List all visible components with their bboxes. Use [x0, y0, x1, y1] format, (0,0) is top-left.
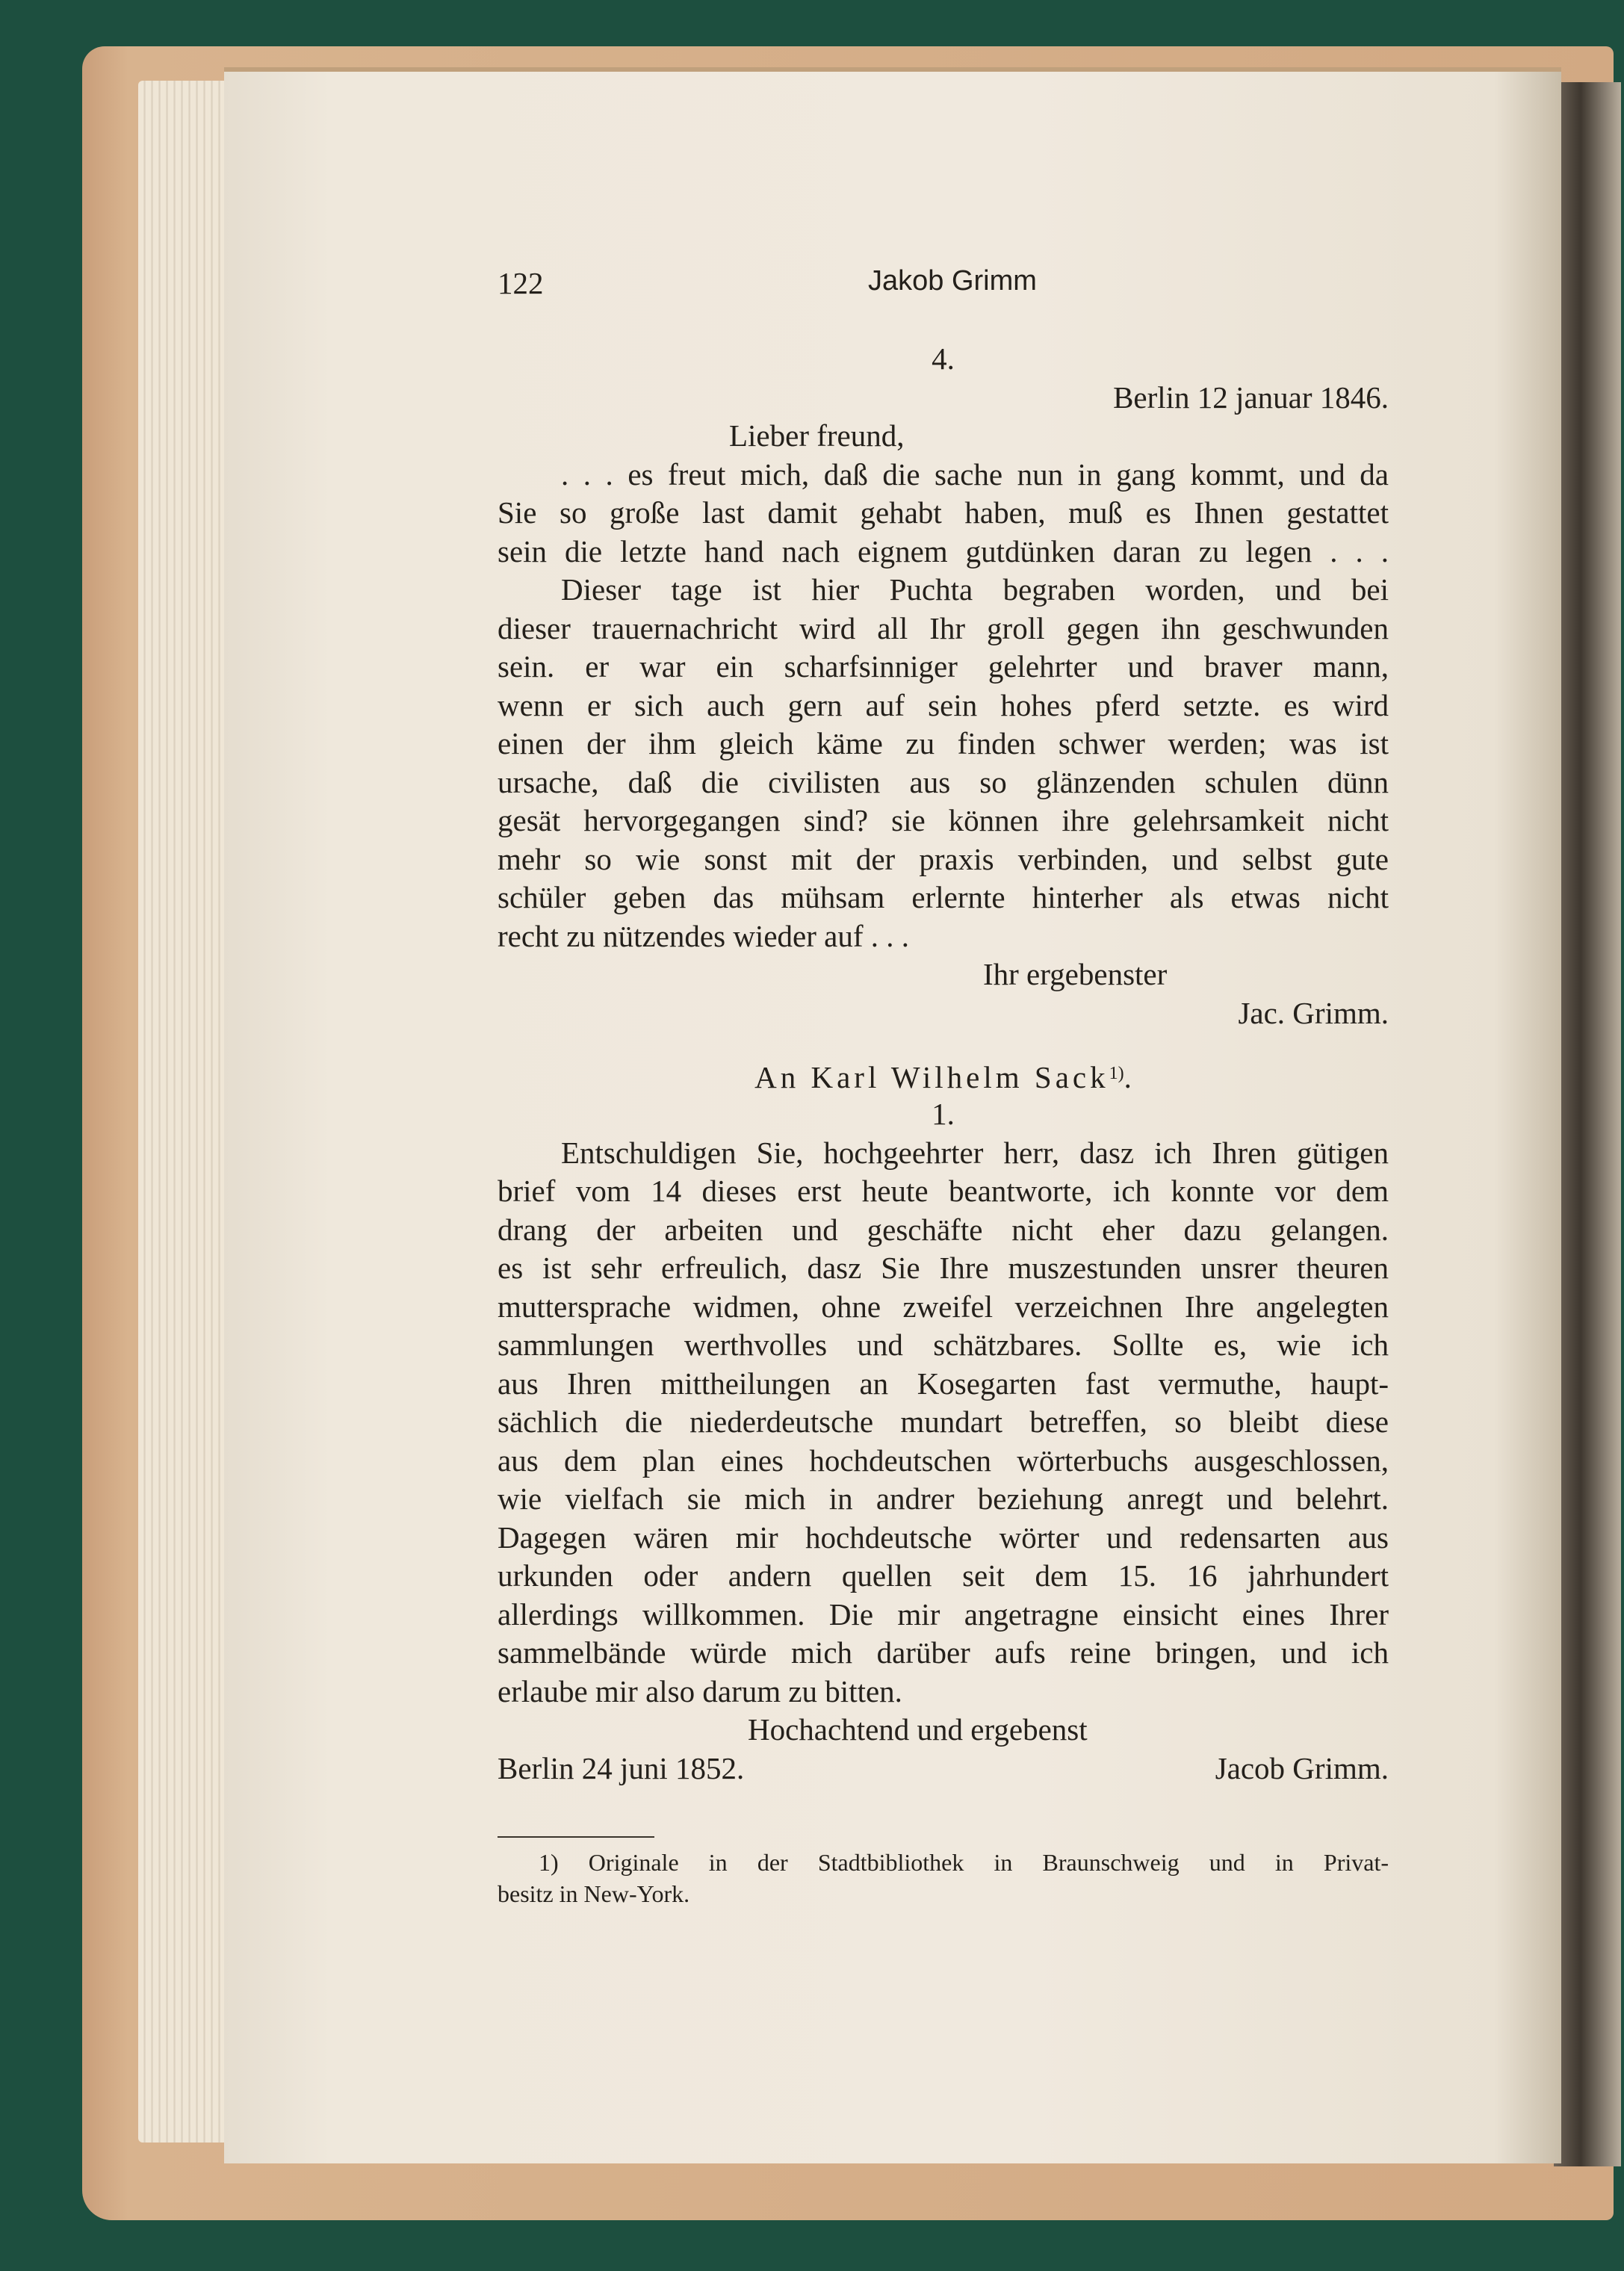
closing: Hochachtend und ergebenst: [748, 1712, 1088, 1747]
page-body: [498, 340, 1389, 1788]
page-header: [498, 265, 1389, 310]
place-date: Berlin 24 juni 1852.: [498, 1750, 745, 1785]
text-line: wie vielfach sie mich in andrer beziehung anregt und belehrt.: [498, 1481, 1389, 1516]
text-line: erlaube mir also darum zu bitten.: [498, 1673, 902, 1708]
section-heading: [498, 1055, 1389, 1095]
text-line: muttersprache widmen, ohne zweifel verzeichnen Ihre angelegten: [498, 1289, 1389, 1324]
text-line: gesät hervorgegangen sind? sie können ihre gelehrsamkeit nicht: [498, 803, 1389, 837]
text-line: schüler geben das mühsam erlernte hinterher als etwas nicht: [498, 880, 1389, 914]
footnote-rule: [498, 1836, 654, 1838]
text-line: allerdings willkommen. Die mir angetragne einsicht eines Ihrer: [498, 1596, 1389, 1632]
footnote: [498, 1847, 1389, 1909]
section-heading-text: An Karl Wilhelm Sack: [754, 1060, 1109, 1094]
footnote-marker: 1): [1109, 1064, 1124, 1083]
text-line: mehr so wie sonst mit der praxis verbinden, und selbst gute: [498, 841, 1389, 876]
letter-body: [498, 456, 1389, 956]
letter-body: [498, 1134, 1389, 1711]
text-line: . . . es freut mich, daß die sache nun in gang kommt, und da: [561, 456, 1389, 492]
text-line: ursache, daß die civilisten aus so glänzenden schulen dünn: [498, 764, 1389, 799]
text-line: sammelbände würde mich darüber aufs reine bringen, und ich: [498, 1635, 1389, 1670]
text-line: recht zu nützendes wieder auf . . .: [498, 918, 909, 953]
footnote-line: besitz in New-York.: [498, 1880, 690, 1907]
footnote-line: 1) Originale in der Stadtbibliothek in Braunschweig und in Privat-: [539, 1849, 1389, 1876]
running-title: Jakob Grimm: [868, 265, 1037, 297]
salutation: Lieber freund,: [729, 418, 905, 453]
text-line: urkunden oder andern quellen seit dem 15. 16 jahrhundert: [498, 1558, 1389, 1593]
text-line: aus dem plan eines hochdeutschen wörterbuchs ausgeschlossen,: [498, 1443, 1389, 1478]
text-line: aus Ihren mittheilungen an Kosegarten fast vermuthe, haupt-: [498, 1366, 1389, 1401]
signature: Jac. Grimm.: [1238, 995, 1389, 1030]
text-line: dieser trauernachricht wird all Ihr groll gegen ihn geschwunden: [498, 610, 1389, 645]
text-line: sächlich die niederdeutsche mundart betreffen, so bleibt diese: [498, 1404, 1389, 1439]
text-line: wenn er sich auch gern auf sein hohes pferd setzte. es wird: [498, 687, 1389, 722]
section-heading-end: .: [1124, 1060, 1132, 1094]
text-line: es ist sehr erfreulich, dasz Sie Ihre muszestunden unsrer theuren: [498, 1251, 1389, 1285]
text-line: einen der ihm gleich käme zu finden schwer werden; was ist: [498, 726, 1389, 760]
closing: Ihr ergebenster: [983, 957, 1168, 991]
text-line: Dieser tage ist hier Puchta begraben worden, und bei: [561, 572, 1389, 607]
text-line: Entschuldigen Sie, hochgeehrter herr, dasz ich Ihren gütigen: [561, 1135, 1389, 1170]
text-line: sammlungen werthvolles und schätzbares. Sollte es, wie ich: [498, 1327, 1389, 1362]
gutter-shadow: [1554, 82, 1621, 2166]
text-line: brief vom 14 dieses erst heute beantworte, ich konnte vor dem: [498, 1174, 1389, 1208]
text-line: Sie so große last damit gehabt haben, muß es Ihnen gestattet: [498, 495, 1389, 530]
letter-number: 4.: [932, 341, 955, 376]
signature: Jacob Grimm.: [1215, 1750, 1389, 1785]
text-line: drang der arbeiten und geschäfte nicht eher dazu gelangen.: [498, 1212, 1389, 1247]
text-line: sein die letzte hand nach eignem gutdünken daran zu legen . . .: [498, 533, 1389, 568]
page-number: 122: [498, 266, 544, 300]
letter-number: 1.: [932, 1097, 955, 1131]
signature-line: [498, 1750, 1389, 1788]
text-line: Dagegen wären mir hochdeutsche wörter und redensarten aus: [498, 1519, 1389, 1555]
text-line: sein. er war ein scharfsinniger gelehrter und braver mann,: [498, 649, 1389, 684]
letter-date: Berlin 12 januar 1846.: [1113, 379, 1389, 415]
